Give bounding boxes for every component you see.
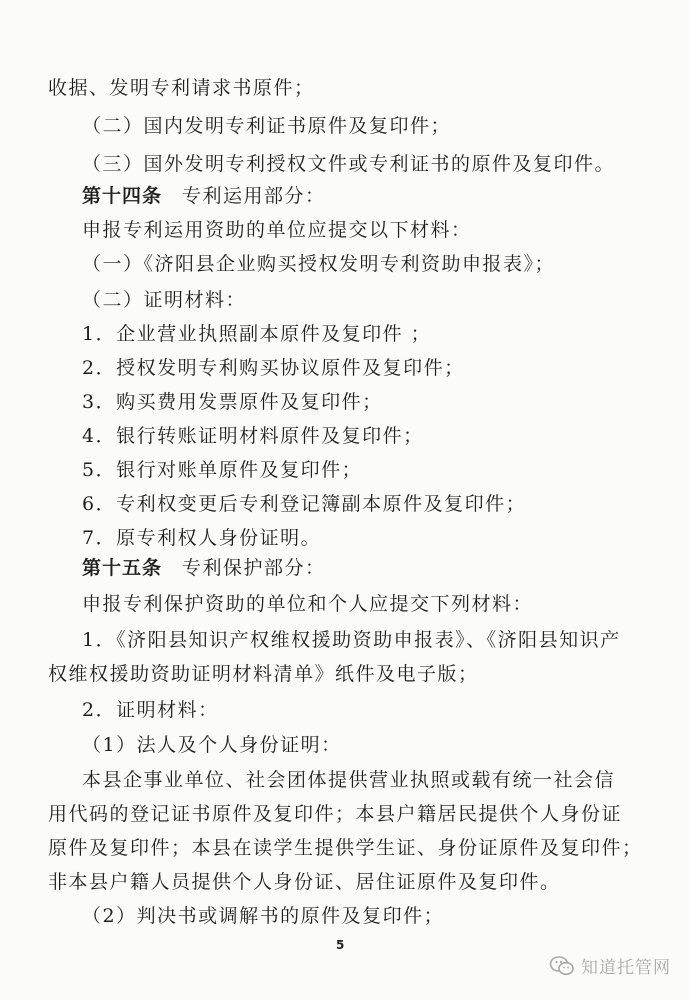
text-line: 申报专利保护资助的单位和个人应提交下列材料： xyxy=(82,593,534,615)
list-item: 4．银行转账证明材料原件及复印件； xyxy=(82,425,424,447)
text-line: 原件及复印件；本县在读学生提供学生证、身份证原件及复印件； xyxy=(48,837,643,859)
article-title: 专利保护部分： xyxy=(182,557,326,579)
text-line: 收据、发明专利请求书原件； xyxy=(48,77,315,99)
list-item: 6．专利权变更后专利登记簿副本原件及复印件； xyxy=(82,493,527,515)
text-line: （1）法人及个人身份证明： xyxy=(82,734,342,756)
article-title: 专利运用部分： xyxy=(182,185,326,207)
watermark-text: 知道托管网 xyxy=(581,958,671,978)
watermark xyxy=(549,953,671,978)
text-line: （2）判决书或调解书的原件及复印件； xyxy=(82,905,445,927)
text-line: 2．证明材料： xyxy=(82,699,219,721)
list-item: 7．原专利权人身份证明。 xyxy=(82,527,322,549)
text-line: 非本县户籍人员提供个人身份证、居住证原件及复印件。 xyxy=(48,871,561,893)
list-item: 5．银行对账单原件及复印件； xyxy=(82,459,363,481)
list-item: 3．购买费用发票原件及复印件； xyxy=(82,391,383,413)
list-item: 1．企业营业执照副本原件及复印件 ； xyxy=(82,323,432,345)
text-line: 用代码的登记证书原件及复印件；本县户籍居民提供个人身份证 xyxy=(48,803,623,825)
text-line: 权维权援助资助证明材料清单》纸件及电子版； xyxy=(48,663,479,685)
article-14-heading xyxy=(82,184,326,208)
text-line: （二）证明材料： xyxy=(82,289,247,311)
text-line: 1．《济阳县知识产权维权援助资助申报表》、《济阳县知识产 xyxy=(82,629,621,651)
text-line: （一）《济阳县企业购买授权发明专利资助申报表》； xyxy=(82,253,556,275)
text-line: 申报专利运用资助的单位应提交以下材料： xyxy=(82,219,472,241)
wechat-icon xyxy=(549,955,575,977)
list-item: 2．授权发明专利购买协议原件及复印件； xyxy=(82,357,465,379)
article-number: 第十四条 xyxy=(82,185,163,207)
text-line: （二）国内发明专利证书原件及复印件； xyxy=(82,115,452,137)
text-line: （三）国外发明专利授权文件或专利证书的原件及复印件。 xyxy=(82,153,616,175)
page-number: 5 xyxy=(336,938,345,952)
article-number: 第十五条 xyxy=(82,557,163,579)
text-line: 本县企事业单位、社会团体提供营业执照或载有统一社会信 xyxy=(82,769,616,791)
article-15-heading xyxy=(82,556,326,580)
